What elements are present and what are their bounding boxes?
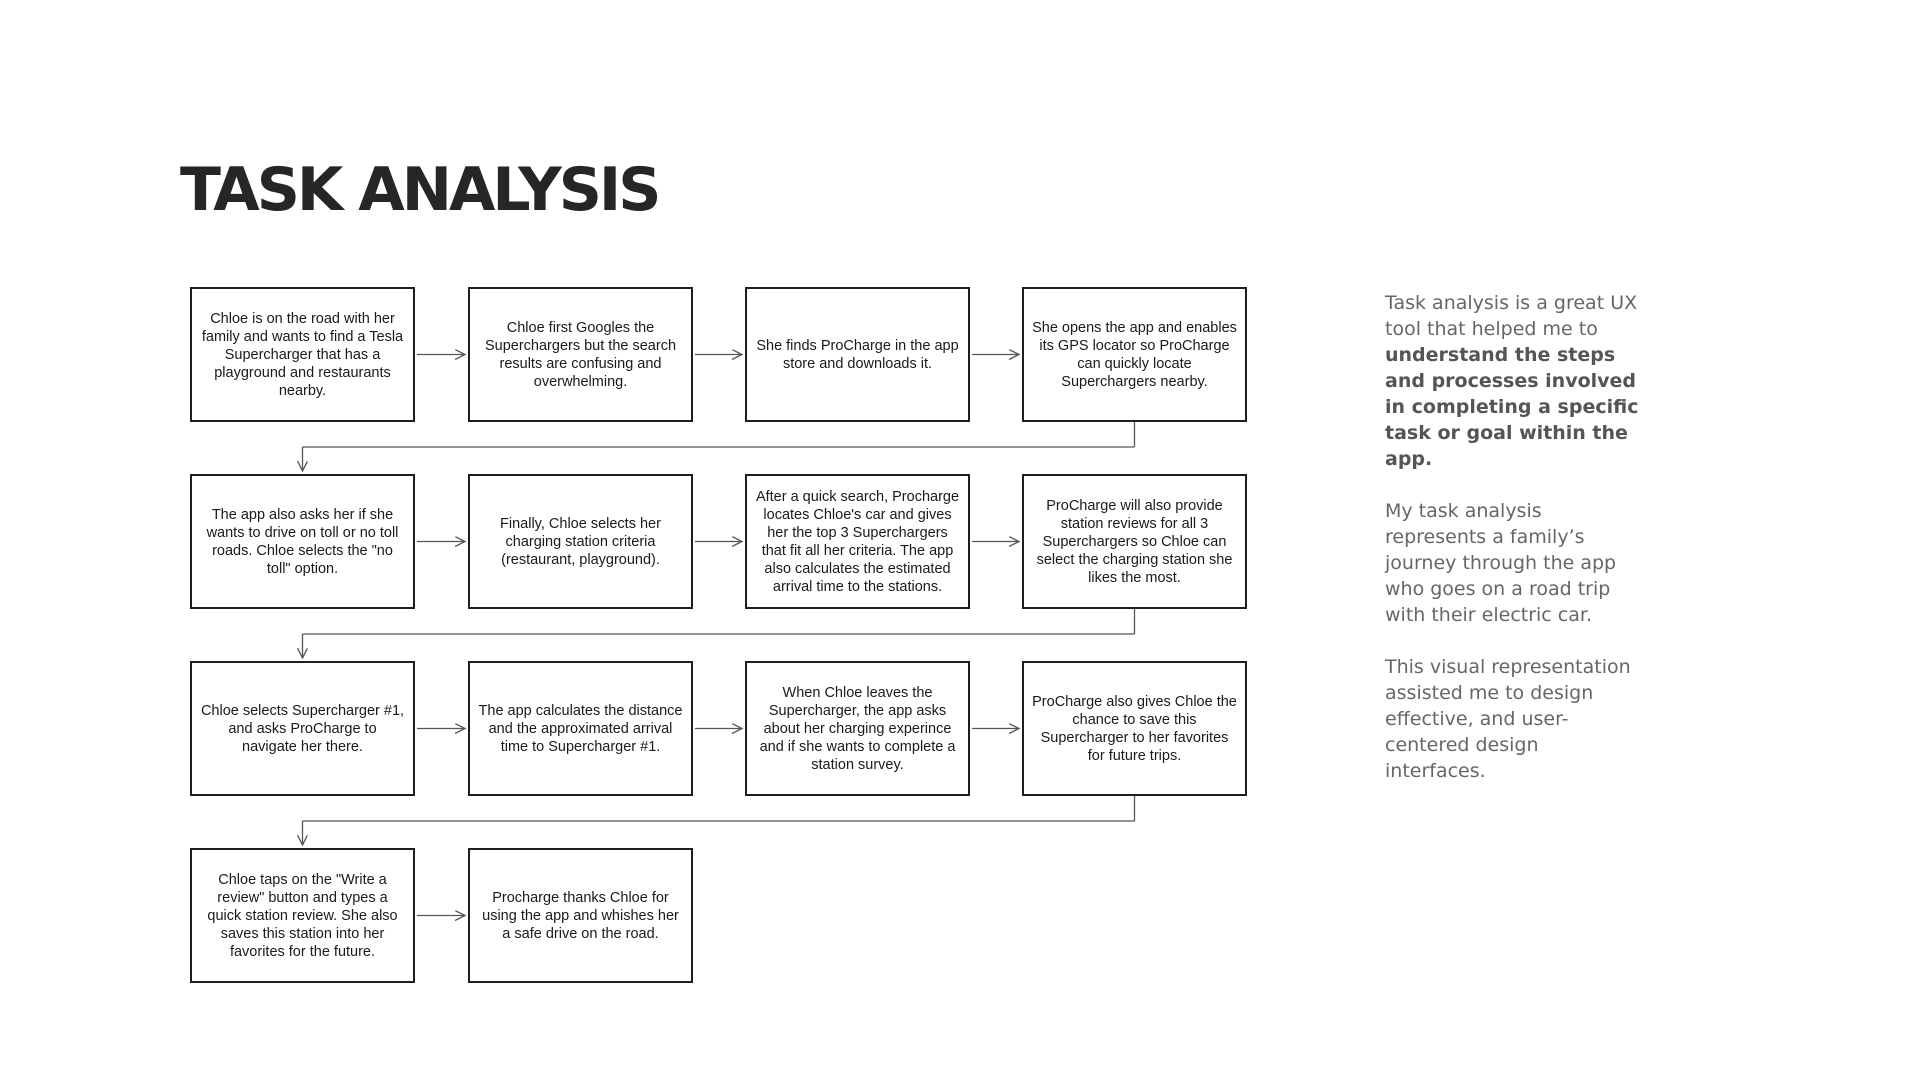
step-text: Finally, Chloe selects her charging station criteria (restaurant, playground). — [500, 515, 661, 568]
arrow-layer — [303, 355, 1135, 916]
step-text: Procharge thanks Chloe for using the app and whishes her a safe drive on the road. — [482, 889, 679, 942]
step-text: She finds ProCharge in the app store and downloads it. — [756, 337, 959, 372]
description-intro: Task analysis is a great UX tool that helped me to — [1385, 292, 1638, 340]
step-box — [745, 474, 970, 609]
step-box — [190, 474, 415, 609]
step-box — [468, 287, 693, 422]
step-box — [190, 287, 415, 422]
step-text: When Chloe leaves the Supercharger, the app asks about her charging experince and if she wants to complete a station survey. — [759, 684, 956, 773]
step-box — [1022, 287, 1247, 422]
step-box — [468, 474, 693, 609]
description-emphasis: understand the steps and processes involved in completing a specific task or goal within the app. — [1385, 344, 1639, 470]
description-panel — [1385, 290, 1645, 810]
step-box — [745, 287, 970, 422]
description-paragraph — [1385, 290, 1645, 472]
step-text: Chloe first Googles the Superchargers but the search results are confusing and overwhelming. — [484, 319, 677, 390]
description-paragraph: This visual representation assisted me to design effective, and user-centered design interfaces. — [1385, 656, 1631, 782]
step-text: ProCharge will also provide station reviews for all 3 Superchargers so Chloe can select the charging station she likes the most. — [1036, 497, 1233, 586]
description-paragraph: My task analysis represents a family’s journey through the app who goes on a road trip with their electric car. — [1385, 500, 1617, 626]
step-box — [468, 848, 693, 983]
step-box — [468, 661, 693, 796]
step-text: The app also asks her if she wants to drive on toll or no toll roads. Chloe selects the "no toll" option. — [206, 506, 399, 577]
page-title: TASK ANALYSIS — [180, 155, 659, 225]
step-box — [190, 848, 415, 983]
step-text: ProCharge also gives Chloe the chance to save this Supercharger to her favorites for future trips. — [1032, 693, 1237, 764]
step-text: Chloe selects Supercharger #1, and asks ProCharge to navigate her there. — [200, 702, 405, 755]
step-text: The app calculates the distance and the approximated arrival time to Supercharger #1. — [478, 702, 683, 755]
step-text: Chloe taps on the "Write a review" button and types a quick station review. She also saves this station into her favorites for the future. — [207, 871, 398, 960]
step-text: Chloe is on the road with her family and wants to find a Tesla Supercharger that has a playground and restaurants nearby. — [201, 310, 404, 399]
step-box — [745, 661, 970, 796]
step-box — [190, 661, 415, 796]
step-box — [1022, 474, 1247, 609]
step-text: She opens the app and enables its GPS locator so ProCharge can quickly locate Superchargers nearby. — [1032, 319, 1237, 390]
step-box — [1022, 661, 1247, 796]
step-text: After a quick search, Procharge locates Chloe's car and gives her the top 3 Superchargers that fit all her criteria. The app also calculates the estimated arrival time to the stations. — [755, 488, 960, 595]
